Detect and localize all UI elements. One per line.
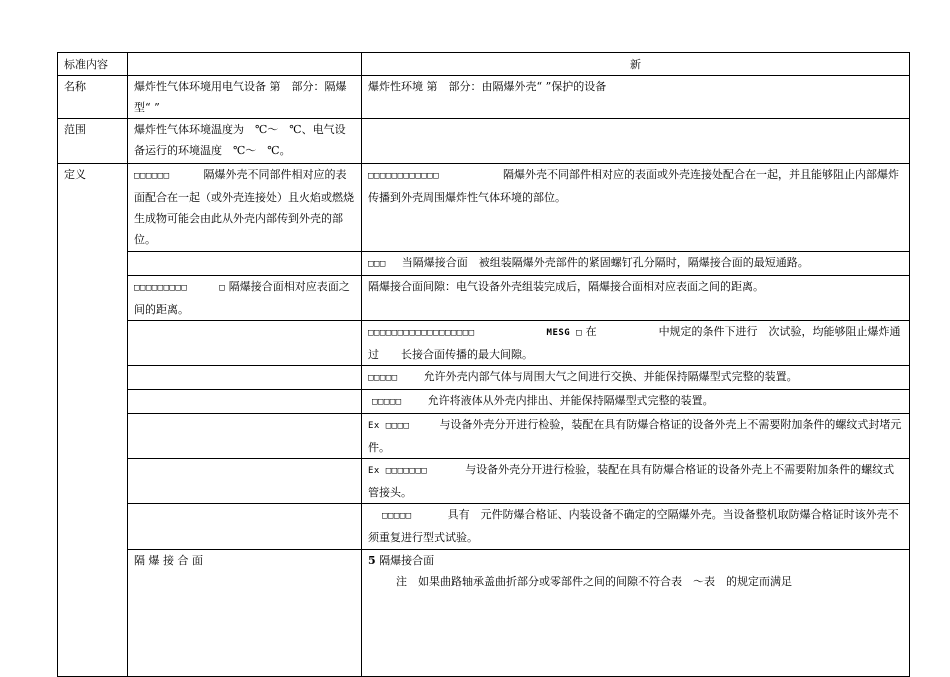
new-cell bbox=[362, 321, 910, 366]
old-cell bbox=[128, 252, 362, 276]
header-row bbox=[58, 53, 910, 76]
table-row-definition bbox=[58, 252, 910, 276]
table-row-definition bbox=[58, 414, 910, 459]
term-code: □□□ bbox=[368, 259, 386, 269]
term-code: □□□□□ bbox=[382, 511, 412, 521]
row-label: 名称 bbox=[58, 76, 128, 119]
row-label: 范围 bbox=[58, 119, 128, 164]
header-cell-content: 标准内容 bbox=[58, 53, 128, 76]
old-cell bbox=[128, 459, 362, 504]
new-cell bbox=[362, 164, 910, 252]
new-cell bbox=[362, 504, 910, 550]
header-cell-old bbox=[128, 53, 362, 76]
definition-text: 与设备外壳分开进行检验，装配在具有防爆合格证的设备外壳上不需要附加条件的螺纹式封堵元件。 bbox=[368, 418, 902, 454]
table-row-definition bbox=[58, 459, 910, 504]
old-cell bbox=[128, 414, 362, 459]
header-cell-new: 新 bbox=[362, 53, 910, 76]
definition-text: 隔爆外壳不同部件相对应的表面配合在一起（或外壳连接处）且火焰或燃烧生成物可能会由此从外壳内部传到外壳的部位。 bbox=[134, 168, 354, 246]
term-code: □□□□□ bbox=[372, 397, 402, 407]
new-cell bbox=[362, 390, 910, 414]
new-cell: 爆炸性环境 第 部分：由隔爆外壳“ ”保护的设备 bbox=[362, 76, 910, 119]
new-cell bbox=[362, 252, 910, 276]
section-title: 隔爆接合面 bbox=[379, 554, 435, 567]
table-row-definition bbox=[58, 390, 910, 414]
table-row-joint bbox=[58, 550, 910, 677]
old-cell: 爆炸性气体环境用电气设备 第 部分：隔爆型“ ” bbox=[128, 76, 362, 119]
term-code: □□□□□□□□□□□□ bbox=[368, 171, 440, 181]
definition-text: 具有 元件防爆合格证、内装设备不确定的空隔爆外壳。当设备整机取防爆合格证时该外壳不须重复进行型式试验。 bbox=[368, 508, 899, 544]
new-cell: 隔爆接合面间隙：电气设备外壳组装完成后，隔爆接合面相对应表面之间的距离。 bbox=[362, 276, 910, 321]
term-code: □□□□□□ bbox=[134, 171, 170, 181]
term-code: Ex □□□□ bbox=[368, 421, 410, 431]
old-cell bbox=[128, 504, 362, 550]
section-number: 5 bbox=[368, 554, 376, 567]
old-cell bbox=[128, 366, 362, 390]
definition-text: 允许外壳内部气体与周围大气之间进行交换、并能保持隔爆型式完整的装置。 bbox=[423, 370, 798, 383]
old-cell bbox=[128, 321, 362, 366]
table-row-definition bbox=[58, 366, 910, 390]
table-row-name bbox=[58, 76, 910, 119]
old-cell bbox=[362, 550, 910, 677]
table-row-definition bbox=[58, 504, 910, 550]
row-label: 隔 爆 接 合 面 bbox=[128, 550, 362, 677]
comparison-table bbox=[57, 52, 910, 677]
definition-text: 与设备外壳分开进行检验，装配在具有防爆合格证的设备外壳上不需要附加条件的螺纹式管接头。 bbox=[368, 463, 895, 499]
new-cell bbox=[362, 459, 910, 504]
term-code: □□□□□ bbox=[368, 373, 398, 383]
term-code: □□□□□□□□□□□□□□□□□□ bbox=[368, 328, 475, 338]
old-cell bbox=[128, 164, 362, 252]
definition-text: 在 bbox=[585, 325, 597, 338]
term-code: □ bbox=[219, 283, 226, 293]
definition-text: 当隔爆接合面 被组装隔爆外壳部件的紧固螺钉孔分隔时，隔爆接合面的最短通路。 bbox=[401, 256, 809, 269]
note-text: 注 如果曲路轴承盖曲折部分或零部件之间的间隙不符合表 ～表 的规定而满足 bbox=[396, 575, 792, 588]
new-cell bbox=[362, 414, 910, 459]
term-code: Ex □□□□□□□ bbox=[368, 466, 428, 476]
table-row-definition bbox=[58, 276, 910, 321]
table-row-definition bbox=[58, 164, 910, 252]
definition-text: 允许将液体从外壳内排出、并能保持隔爆型式完整的装置。 bbox=[427, 394, 714, 407]
old-cell: 爆炸性气体环境温度为 ℃～ ℃、电气设备运行的环境温度 ℃～ ℃。 bbox=[128, 119, 362, 164]
definition-text: 隔爆外壳不同部件相对应的表面或外壳连接处配合在一起，并且能够阻止内部爆炸传播到外壳周围爆炸性气体环境的部位。 bbox=[368, 168, 900, 204]
new-cell bbox=[362, 119, 910, 164]
term-code: □□□□□□□□□ bbox=[134, 283, 188, 293]
definition-text: 中规定的条件下进行 次试验，均能够阻止爆炸通过 长接合面传播的最大间隙。 bbox=[368, 325, 901, 361]
term-mark: MESG □ bbox=[546, 328, 583, 338]
new-cell bbox=[362, 366, 910, 390]
old-cell bbox=[128, 276, 362, 321]
old-cell bbox=[128, 390, 362, 414]
table-row-definition bbox=[58, 321, 910, 366]
table-row-scope bbox=[58, 119, 910, 164]
definition-text: 隔爆接合面相对应表面之间的距离。 bbox=[134, 280, 350, 316]
row-label: 定义 bbox=[58, 164, 128, 677]
